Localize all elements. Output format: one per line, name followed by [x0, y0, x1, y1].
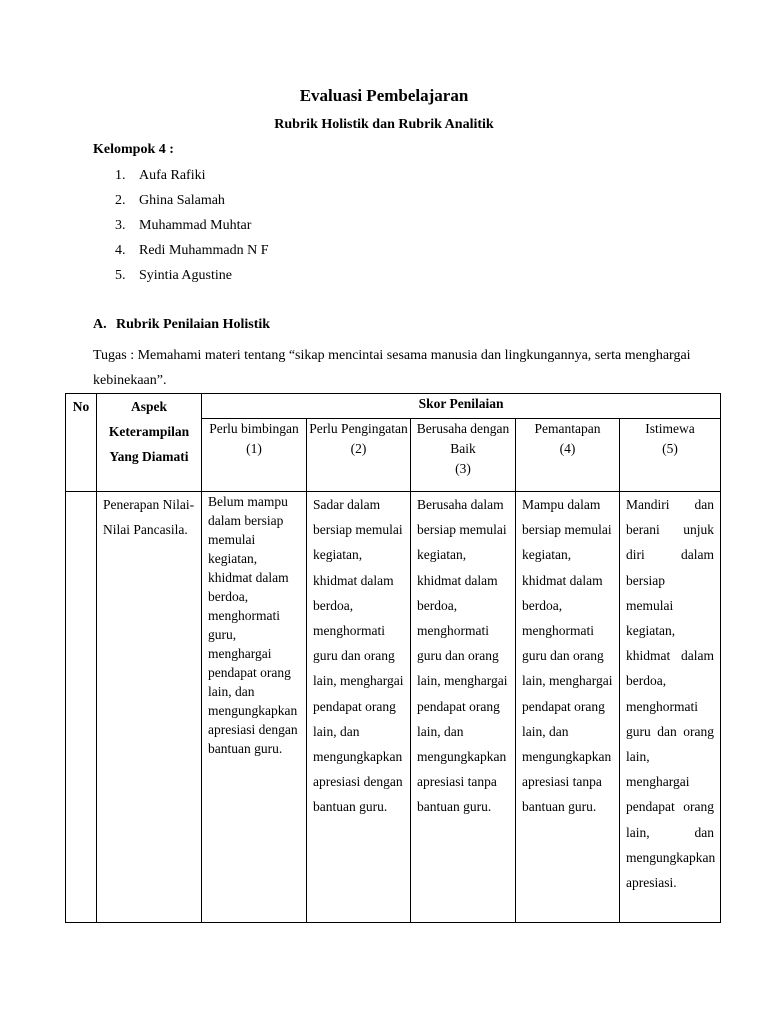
level-label: Perlu Pengingatan: [309, 421, 408, 436]
list-item: [115, 216, 269, 241]
cell-aspek: Penerapan Nilai-Nilai Pancasila.: [97, 492, 202, 923]
list-number: 4.: [115, 243, 126, 258]
level-header-1: [202, 419, 307, 492]
section-letter: A.: [93, 317, 107, 332]
header-no: No: [66, 394, 97, 492]
level-header-4: [516, 419, 620, 492]
cell-level-1: Belum mampu dalam bersiap memulai kegiatan, khidmat dalam berdoa, menghormati guru, menghargai pendapat orang lain, dan mengungkapkan apresiasi dengan bantuan guru.: [202, 492, 307, 923]
member-name: Syintia Agustine: [139, 268, 232, 283]
task-description: Tugas : Memahami materi tentang “sikap mencintai sesama manusia dan lingkungannya, serta menghargai kebinekaan”.: [93, 348, 691, 388]
list-item: [115, 191, 269, 216]
level-score: (4): [559, 441, 576, 456]
level-label: Perlu bimbingan: [209, 421, 299, 436]
document-title: Evaluasi Pembelajaran: [299, 86, 469, 105]
document-subtitle: Rubrik Holistik dan Rubrik Analitik: [274, 117, 494, 132]
level-score: (1): [246, 441, 262, 456]
member-list: [115, 166, 269, 291]
cell-level-2: Sadar dalam bersiap memulai kegiatan, khidmat dalam berdoa, menghormati guru dan orang lain, menghargai pendapat orang lain, dan mengungkapkan apresiasi dengan bantuan guru.: [307, 492, 411, 923]
group-label: Kelompok 4 :: [93, 142, 174, 157]
level-score: (5): [662, 441, 678, 456]
member-name: Redi Muhammadn N F: [139, 243, 269, 258]
header-aspek: Aspek Keterampilan Yang Diamati: [97, 394, 202, 492]
level-label: Pemantapan: [534, 421, 601, 436]
list-number: 2.: [115, 193, 126, 208]
cell-level-5: Mandiri dan berani unjuk diri dalam bersiap memulai kegiatan, khidmat dalam berdoa, menghormati guru dan orang lain, menghargai pendapat orang lain, dan mengungkapkan apresiasi.: [620, 492, 721, 923]
list-item: [115, 166, 269, 191]
member-name: Muhammad Muhtar: [139, 218, 252, 233]
level-score: (3): [455, 461, 471, 476]
level-label: Istimewa: [645, 421, 695, 436]
list-item: [115, 266, 269, 291]
cell-level-3: Berusaha dalam bersiap memulai kegiatan, khidmat dalam berdoa, menghormati guru dan orang lain, menghargai pendapat orang lain, dan mengungkapkan apresiasi tanpa bantuan guru.: [411, 492, 516, 923]
section-heading-text: Rubrik Penilaian Holistik: [116, 317, 271, 332]
table-header-row: [66, 394, 721, 419]
level-header-3: [411, 419, 516, 492]
list-number: 1.: [115, 168, 126, 183]
list-item: [115, 241, 269, 266]
member-name: Aufa Rafiki: [139, 168, 206, 183]
list-number: 3.: [115, 218, 126, 233]
level-score: (2): [350, 441, 367, 456]
rubric-table: [65, 393, 721, 923]
header-skor: Skor Penilaian: [202, 394, 721, 419]
table-row: [66, 492, 721, 923]
level-header-2: [307, 419, 411, 492]
level-header-5: [620, 419, 721, 492]
cell-no: [66, 492, 97, 923]
cell-level-4: Mampu dalam bersiap memulai kegiatan, khidmat dalam berdoa, menghormati guru dan orang lain, menghargai pendapat orang lain, dan mengungkapkan apresiasi tanpa bantuan guru.: [516, 492, 620, 923]
member-name: Ghina Salamah: [139, 193, 225, 208]
section-heading: [93, 317, 270, 333]
list-number: 5.: [115, 268, 126, 283]
level-label: Berusaha dengan Baik: [416, 421, 510, 456]
